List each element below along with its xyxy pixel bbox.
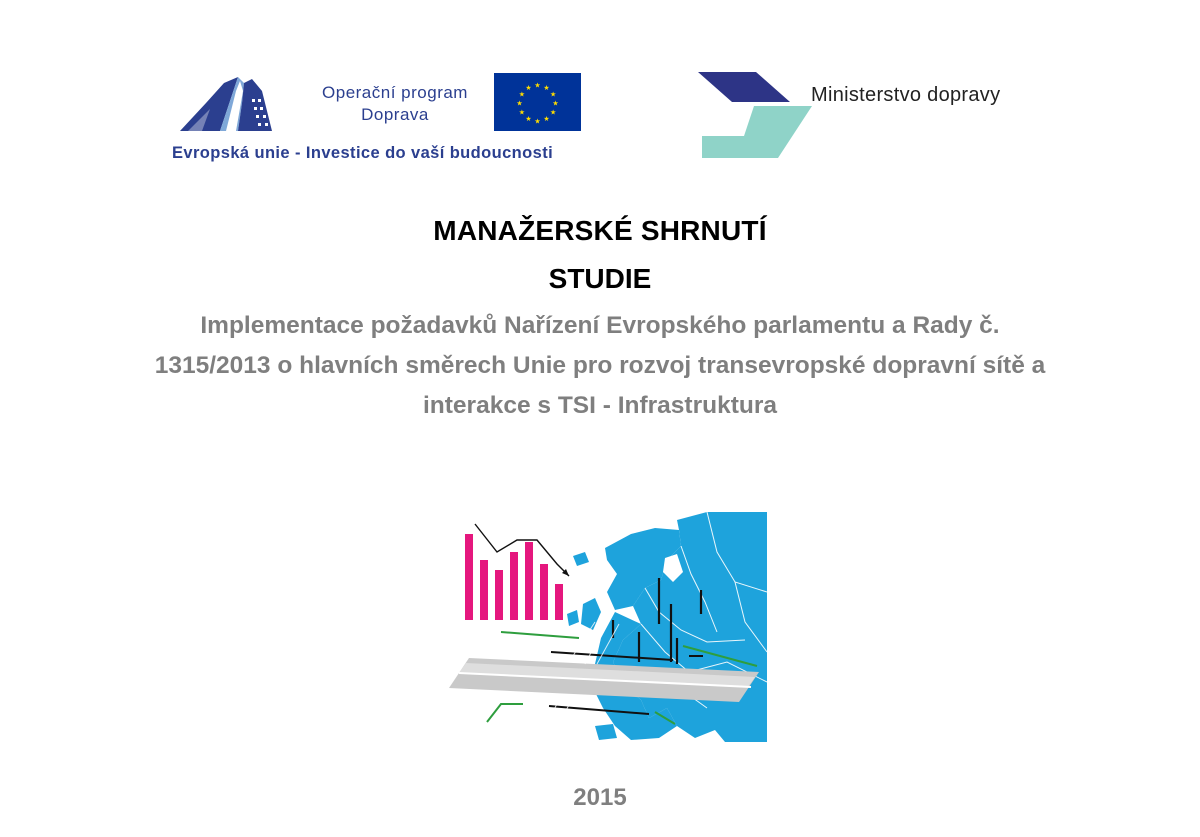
op-line1: Operační program	[322, 83, 468, 102]
svg-text:★: ★	[534, 117, 541, 126]
title-block	[0, 214, 1200, 426]
svg-text:★: ★	[525, 83, 532, 92]
svg-text:★: ★	[534, 81, 541, 90]
cover-illustration	[445, 512, 775, 742]
europe-map-icon	[567, 512, 767, 742]
op-doprava-name	[300, 82, 490, 126]
road-logo-icon	[180, 73, 280, 133]
ministry-logo	[698, 72, 1058, 162]
svg-text:★: ★	[518, 90, 526, 99]
svg-text:★: ★	[518, 108, 526, 117]
document-year: 2015	[573, 784, 627, 811]
eu-flag-icon	[494, 73, 581, 131]
svg-text:★: ★	[516, 99, 523, 108]
svg-text:★: ★	[543, 83, 550, 92]
op-slogan: Evropská unie - Investice do vaší budoucnosti	[172, 144, 554, 162]
op-doprava-logo	[172, 70, 592, 170]
document-description: Implementace požadavků Nařízení Evropského parlamentu a Rady č. 1315/2013 o hlavních směrech Unie pro rozvoj transevropské dopravní sítě a interakce s TSI - Infrastruktura	[154, 312, 1046, 419]
bar-chart-icon	[465, 524, 569, 620]
svg-text:★: ★	[543, 115, 550, 124]
document-title: MANAŽERSKÉ SHRNUTÍ	[433, 215, 767, 246]
svg-text:★: ★	[549, 108, 557, 117]
ministry-mark-icon	[698, 72, 816, 158]
svg-text:★: ★	[525, 115, 532, 124]
svg-text:★: ★	[549, 90, 557, 99]
document-subtitle: STUDIE	[548, 263, 652, 294]
op-line2: Doprava	[361, 105, 429, 124]
ministry-name: Ministerstvo dopravy	[811, 84, 1001, 106]
svg-text:★: ★	[552, 99, 559, 108]
